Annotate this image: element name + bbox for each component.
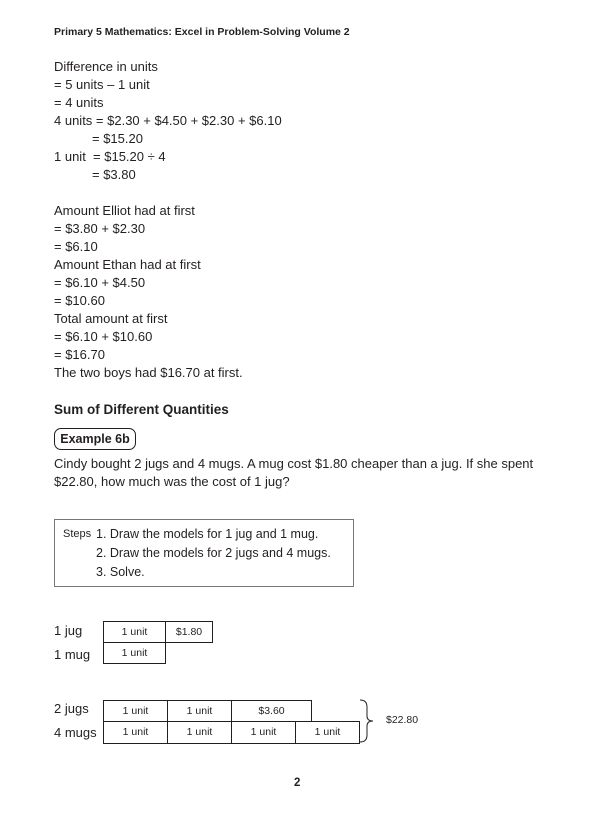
mugs-label: 4 mugs <box>54 725 97 740</box>
mug-label: 1 mug <box>54 647 91 662</box>
solution-line: = 5 units – 1 unit <box>54 77 150 92</box>
jugs-label: 2 jugs <box>54 701 89 716</box>
problem-line: $22.80, how much was the cost of 1 jug? <box>54 474 290 489</box>
solution-line: = $3.80 <box>92 167 136 182</box>
solution-line: = $15.20 <box>92 131 143 146</box>
steps-label: Steps <box>63 528 92 540</box>
amount-line: Amount Elliot had at first <box>54 203 195 218</box>
jug-label: 1 jug <box>54 623 83 638</box>
example-badge: Example 6b <box>54 428 136 450</box>
amount-line: The two boys had $16.70 at first. <box>54 365 243 380</box>
unit-bar-cell: 1 unit <box>103 642 166 664</box>
unit-bar-cell: 1 unit <box>167 721 232 744</box>
solution-line: 1 unit = $15.20 ÷ 4 <box>54 149 166 164</box>
solution-line: Difference in units <box>54 59 158 74</box>
amount-line: Total amount at first <box>54 311 168 326</box>
amount-line: = $6.10 + $4.50 <box>54 275 146 290</box>
step-item: 1. Draw the models for 1 jug and 1 mug. <box>96 527 319 541</box>
amount-line: = $6.10 <box>54 239 98 254</box>
unit-bar-cell: 1 unit <box>167 700 232 722</box>
unit-bar-cell: 1 unit <box>103 721 168 744</box>
amount-line: = $10.60 <box>54 293 105 308</box>
unit-bar-cell: 1 unit <box>103 621 166 643</box>
step-item: 2. Draw the models for 2 jugs and 4 mugs. <box>96 546 331 560</box>
difference-bar-cell: $1.80 <box>165 621 213 643</box>
solution-line: 4 units = $2.30 + $4.50 + $2.30 + $6.10 <box>54 113 282 128</box>
solution-line: = 4 units <box>54 95 104 110</box>
problem-line: Cindy bought 2 jugs and 4 mugs. A mug cost $1.80 cheaper than a jug. If she spent <box>54 456 534 471</box>
amount-line: = $3.80 + $2.30 <box>54 221 146 236</box>
page-number: 2 <box>294 777 301 789</box>
difference-bar-cell: $3.60 <box>231 700 312 722</box>
unit-bar-cell: 1 unit <box>103 700 168 722</box>
amount-line: = $16.70 <box>54 347 105 362</box>
section-title: Sum of Different Quantities <box>54 402 229 417</box>
running-header: Primary 5 Mathematics: Excel in Problem-Solving Volume 2 <box>54 26 350 38</box>
unit-bar-cell: 1 unit <box>231 721 296 744</box>
curly-brace-icon <box>358 699 378 743</box>
amount-line: Amount Ethan had at first <box>54 257 201 272</box>
unit-bar-cell: 1 unit <box>295 721 360 744</box>
amount-line: = $6.10 + $10.60 <box>54 329 153 344</box>
step-item: 3. Solve. <box>96 565 145 579</box>
total-amount: $22.80 <box>386 714 419 726</box>
